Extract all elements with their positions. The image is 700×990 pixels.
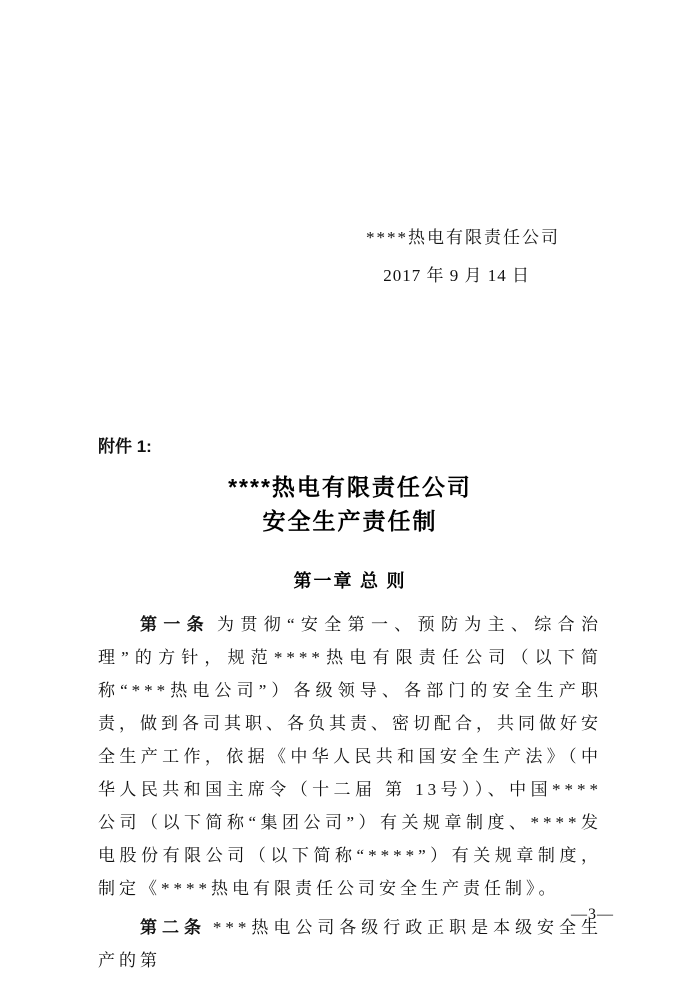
attachment-label: 附件 1: <box>98 437 152 456</box>
page-number: —3— <box>571 906 614 923</box>
company-signature: ****热电有限责任公司 <box>366 228 560 247</box>
article-2-text: ***热电公司各级行政正职是本级安全生产的第 <box>98 918 603 970</box>
document-title <box>98 470 602 538</box>
signature-block <box>98 225 602 289</box>
chapter-heading: 第一章 总 则 <box>293 571 407 591</box>
signature-date: 2017 年 9 月 14 日 <box>383 266 530 285</box>
article-1-label: 第一条 <box>140 615 211 634</box>
article-paragraph-1 <box>98 608 602 905</box>
document-title-line2: 安全生产责任制 <box>262 508 438 534</box>
article-paragraph-2 <box>98 911 602 977</box>
article-2-label: 第二条 <box>140 918 206 937</box>
document-title-line1: ****热电有限责任公司 <box>228 474 472 500</box>
article-1-text: 为贯彻“安全第一、预防为主、综合治理”的方针，规范****热电有限责任公司（以下简称“***热电公司”）各级领导、各部门的安全生产职责，做到各司其职、各负其责、密切配合，共同做好安全生产工作，依据《中华人民共和国安全生产法》（中华人民共和国主席令（十二届 第 13号））、中国****公司（以下简称“集团公司”）有关规章制度、****发电股份有限公司（以下简称“****”）有关规章制度，制定《****热电有限责任公司安全生产责任制》。 <box>98 615 603 898</box>
